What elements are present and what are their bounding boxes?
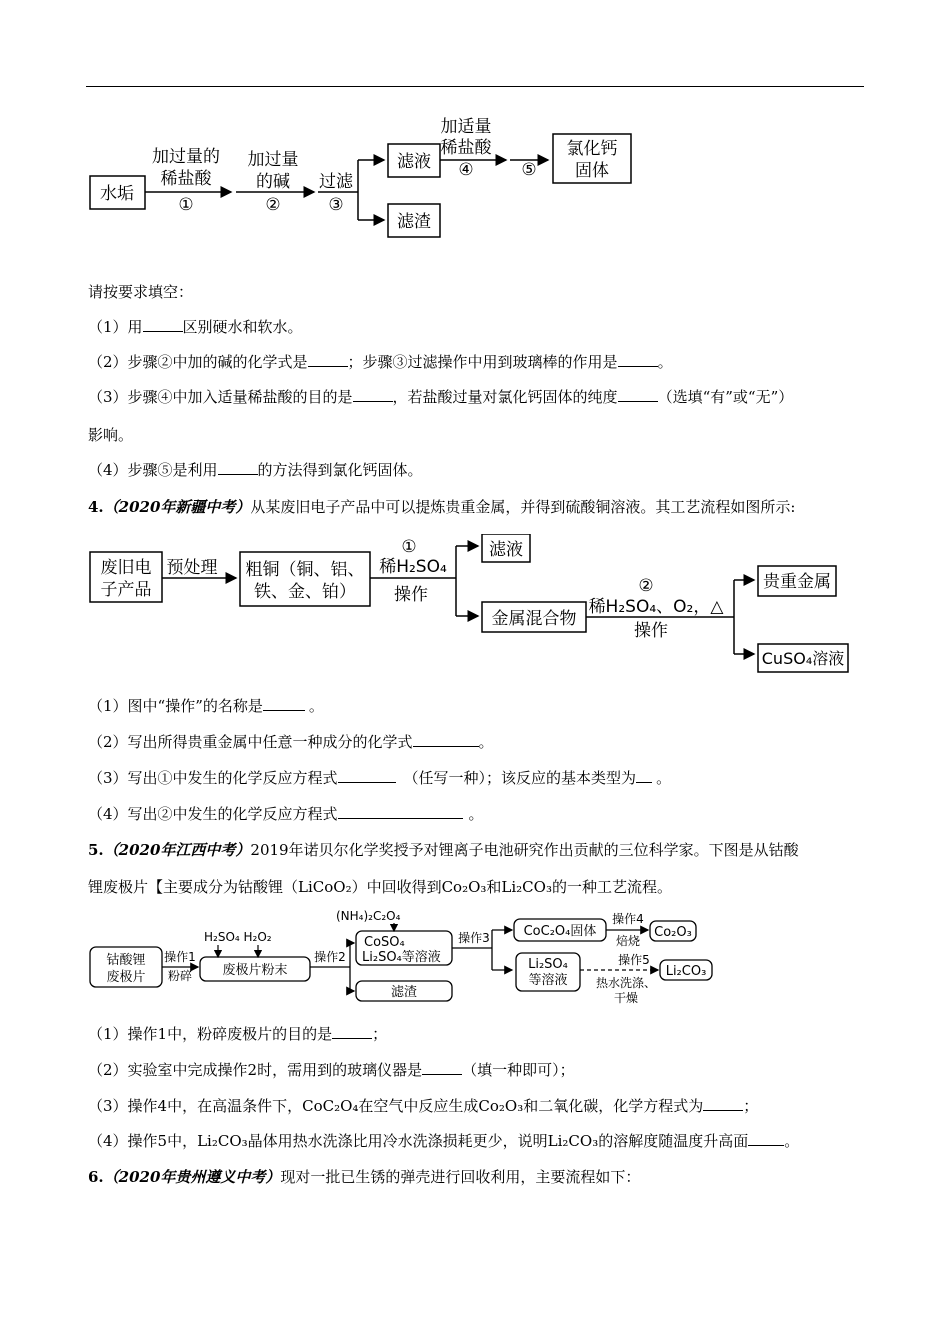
q5-item-3: （3）操作4中，在高温条件下，CoC₂O₄在空气中反应生成Co₂O₃和二氧化碳，化学方程式为 ； [88, 1097, 759, 1115]
step1-label-top: 加过量的 [152, 147, 220, 167]
step2-label-top: 加过量 [247, 150, 299, 170]
step4-label-top: 加适量 [440, 117, 492, 137]
op4-label: 操作4 [612, 912, 644, 926]
op1-label: 操作1 [164, 950, 196, 964]
op5-label: 操作5 [618, 953, 650, 967]
flowchart-water-scale [86, 112, 666, 242]
edge2-reagent: 稀H₂SO₄、O₂，△ [588, 597, 724, 617]
op3-label: 操作3 [458, 931, 490, 945]
node-crude-copper-1: 粗铜（铜、铝、 [245, 560, 365, 580]
answer-blank[interactable] [353, 387, 393, 402]
header-rule [86, 86, 864, 87]
q4-item-3: （3）写出①中发生的化学反应方程式 （任写一种）；该反应的基本类型为 。 [88, 769, 672, 787]
node-li2co3: Li₂CO₃ [665, 964, 707, 979]
node-licoo2-1: 钴酸锂 [106, 953, 146, 968]
answer-blank[interactable] [748, 1131, 784, 1146]
q3-item-2: （2）步骤②中加的碱的化学式是 ；步骤③过滤操作中用到玻璃棒的作用是 。 [88, 353, 673, 371]
answer-blank[interactable] [618, 387, 658, 402]
answer-blank[interactable] [618, 352, 658, 367]
node-licoo2-2: 废极片 [106, 970, 146, 985]
node-co2o3: Co₂O₃ [654, 925, 692, 940]
node-crude-copper-2: 铁、金、铂） [254, 582, 356, 602]
answer-blank[interactable] [338, 804, 463, 819]
node-cuso4: CuSO₄溶液 [761, 649, 845, 668]
answer-blank[interactable] [422, 1060, 462, 1075]
op5-sub1: 热水洗涤、 [595, 976, 657, 990]
step1-number: ① [178, 195, 194, 215]
flowchart-lithium-recovery [86, 905, 726, 1015]
flowchart-e-waste [86, 534, 866, 674]
step4-number: ④ [458, 160, 474, 180]
q4-item-2: （2）写出所得贵重金属中任意一种成分的化学式 。 [88, 733, 494, 751]
answer-blank[interactable] [338, 768, 396, 783]
answer-blank[interactable] [332, 1024, 372, 1039]
answer-blank[interactable] [143, 317, 183, 332]
answer-blank[interactable] [703, 1096, 743, 1111]
step1-label-mid: 稀盐酸 [160, 169, 212, 189]
node-metal-mixture: 金属混合物 [491, 609, 577, 629]
op5-sub2: 干燥 [613, 991, 639, 1005]
step2-label-mid: 的碱 [256, 172, 290, 192]
edge-pretreat: 预处理 [166, 558, 218, 578]
q5-item-4: （4）操作5中，Li₂CO₃晶体用热水洗涤比用冷水洗涤损耗更少，说明Li₂CO₃的溶解度随温度升高面 。 [88, 1132, 800, 1150]
q3-item-1: （1）用 区别硬水和软水。 [88, 318, 303, 336]
node-li2so4-solution: Li₂SO₄等溶液 [362, 950, 441, 965]
node-precious-metal: 贵重金属 [763, 572, 831, 592]
q3-item-4: （4）步骤⑤是利用 的方法得到氯化钙固体。 [88, 461, 423, 479]
node-powder: 废极片粉末 [222, 963, 288, 978]
node-scale: 水垢 [100, 184, 134, 204]
op4-sub: 焙烧 [615, 934, 641, 948]
node-residue: 滤渣 [397, 212, 431, 232]
node-calcium-chloride-line2: 固体 [575, 161, 609, 181]
answer-blank[interactable] [263, 696, 305, 711]
node-coc2o4: CoC₂O₄固体 [523, 924, 597, 939]
q5-stem-1: 5.（2020年江西中考）2019年诺贝尔化学奖授予对锂离子电池研究作出贡献的三位科学家。下图是从钴酸 [88, 841, 799, 859]
node-residue: 滤渣 [390, 985, 418, 1000]
step3-number: ③ [328, 195, 344, 215]
q3-intro: 请按要求填空： [88, 283, 194, 301]
answer-blank[interactable] [636, 768, 652, 783]
op1-sub: 粉碎 [167, 969, 193, 983]
answer-blank[interactable] [413, 732, 479, 747]
q4-item-4: （4）写出②中发生的化学反应方程式 。 [88, 805, 484, 823]
edge1-reagent: 稀H₂SO₄ [379, 557, 447, 577]
q5-item-2: （2）实验室中完成操作2时，需用到的玻璃仪器是 （填一种即可）； [88, 1061, 575, 1079]
node-coso4: CoSO₄ [364, 935, 405, 950]
answer-blank[interactable] [218, 460, 258, 475]
edge2-number: ② [638, 576, 654, 596]
q5-stem-2: 锂废极片【主要成分为钴酸锂（LiCoO₂）中回收得到Co₂O₃和Li₂CO₃的一种工艺流程。 [88, 878, 672, 896]
q4-stem: 4.（2020年新疆中考）从某废旧电子产品中可以提炼贵重金属，并得到硫酸铜溶液。其工艺流程如图所示: [88, 498, 796, 516]
q4-item-1: （1）图中“操作”的名称是 。 [88, 697, 324, 715]
node-li2so4: Li₂SO₄ [528, 957, 568, 972]
edge2-op: 操作 [634, 621, 668, 641]
reagent-h2so4-h2o2: H₂SO₄ H₂O₂ [204, 930, 272, 944]
edge1-number: ① [401, 537, 417, 557]
node-li2so4-sub: 等溶液 [528, 973, 568, 988]
q3-item-3-cont: 影响。 [88, 426, 134, 444]
answer-blank[interactable] [308, 352, 348, 367]
node-filtrate: 滤液 [489, 540, 523, 560]
op2-label: 操作2 [314, 950, 346, 964]
node-calcium-chloride-line1: 氯化钙 [566, 139, 618, 159]
q3-item-3: （3）步骤④中加入适量稀盐酸的目的是 ，若盐酸过量对氯化钙固体的纯度 （选填“有”或“无”） [88, 388, 794, 406]
step3-label: 过滤 [319, 172, 353, 192]
step4-label-mid: 稀盐酸 [440, 138, 492, 158]
edge1-op: 操作 [394, 585, 428, 605]
step2-number: ② [265, 195, 281, 215]
q6-stem: 6.（2020年贵州遵义中考）现对一批已生锈的弹壳进行回收利用，主要流程如下： [88, 1168, 641, 1186]
step5-number: ⑤ [521, 160, 537, 180]
node-filtrate: 滤液 [397, 152, 431, 172]
q5-item-1: （1）操作1中，粉碎废极片的目的是 ； [88, 1025, 388, 1043]
node-e-waste-2: 子产品 [100, 580, 152, 600]
node-e-waste-1: 废旧电 [100, 558, 152, 578]
reagent-ammonium-oxalate: (NH₄)₂C₂O₄ [336, 909, 401, 923]
